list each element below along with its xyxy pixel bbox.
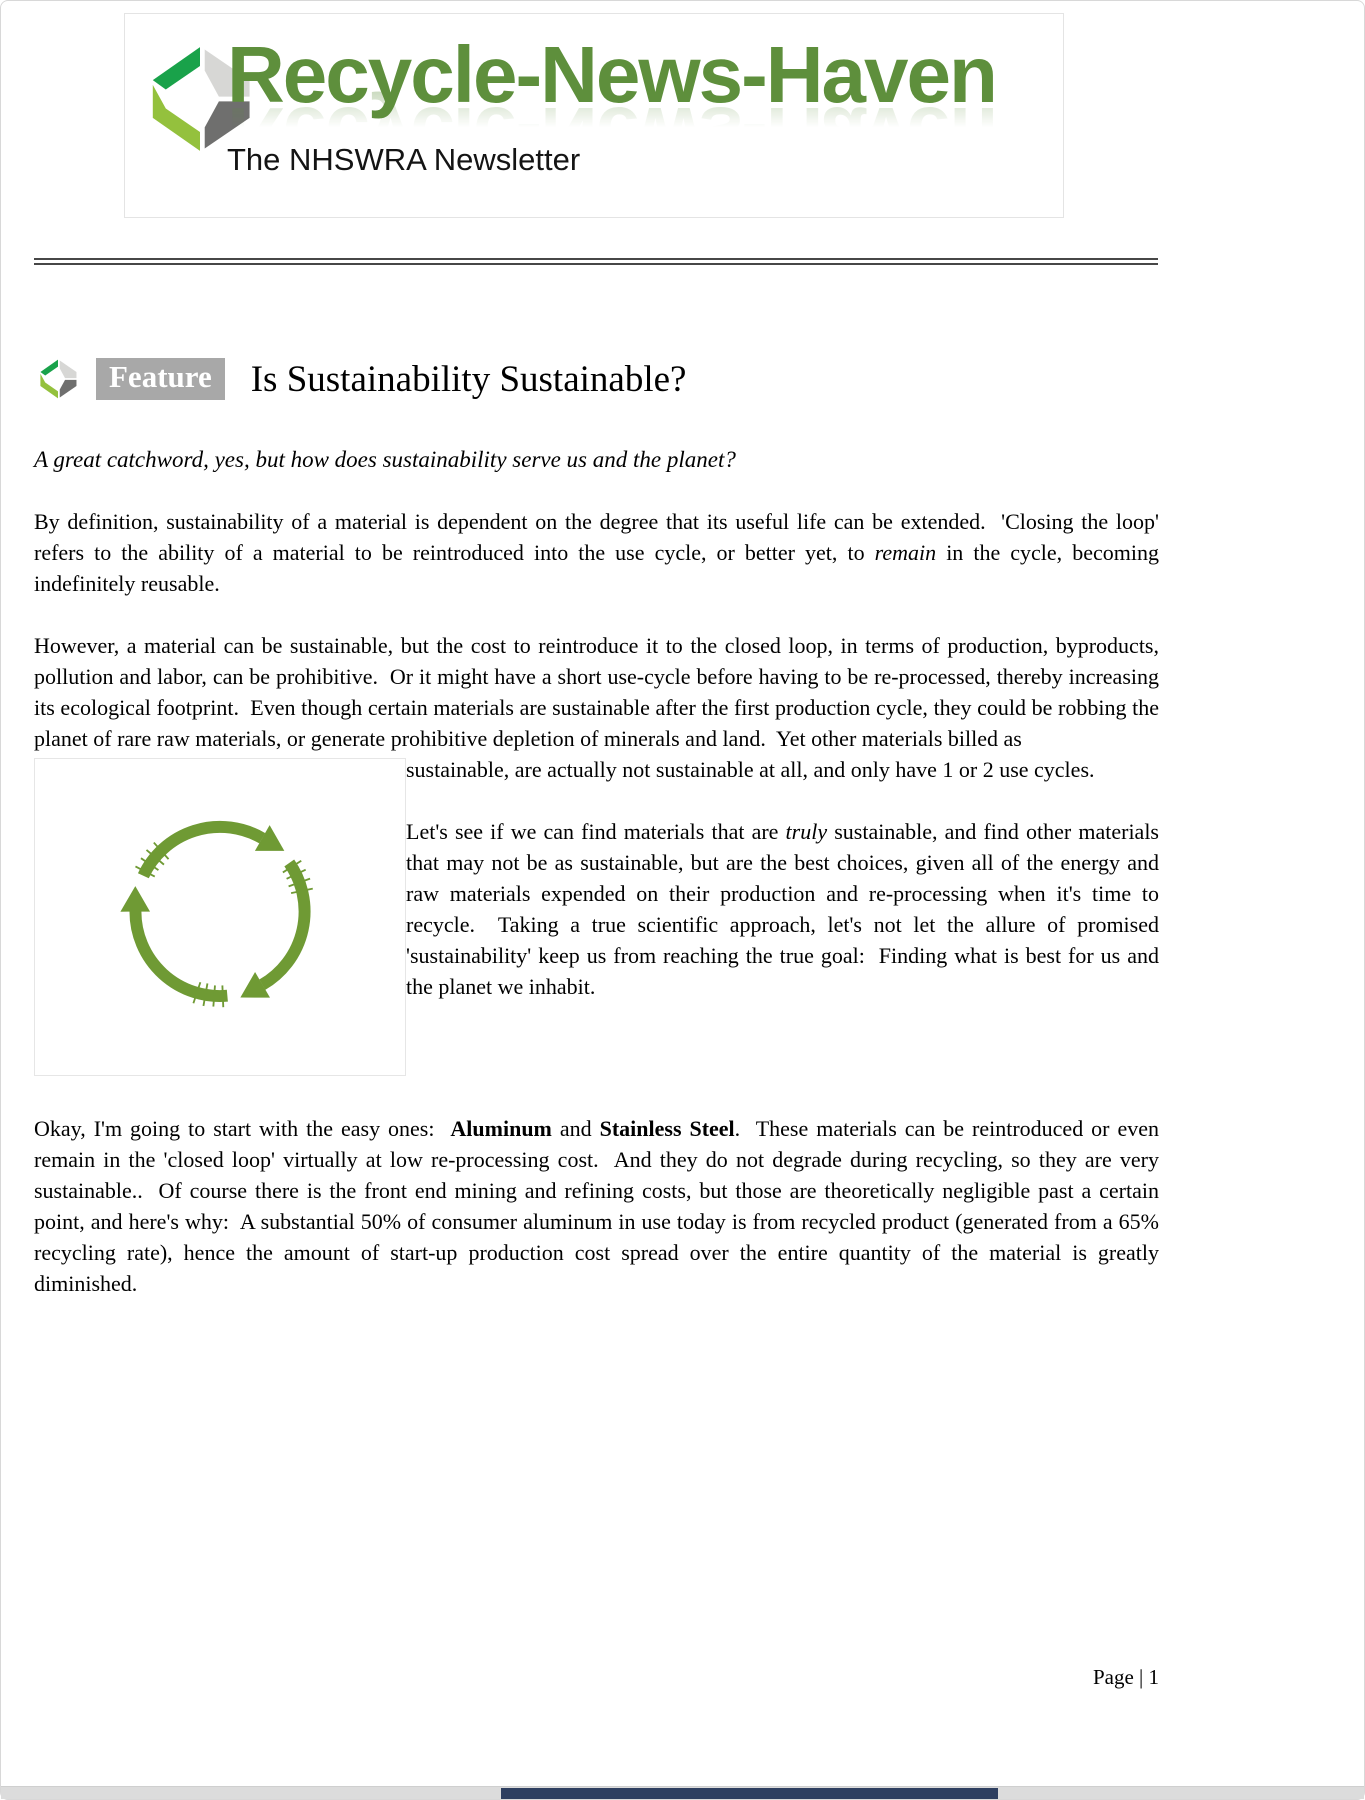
- double-line-divider: [34, 258, 1158, 265]
- paragraph-lets-see: Let's see if we can find materials that are truly sustainable, and find other materials that may not be as sustainable, but are the best choices, given all of the energy and raw materials expended on their production and re-processing when it's time to recycle. Taking a true scientific approach, let's not let the allure of promised 'sustainability' keep us from reaching the true goal: Finding what is best for us and the planet we inhabit.: [406, 819, 1165, 999]
- figure-wrap-section: [34, 754, 1165, 1082]
- article-lede: A great catchword, yes, but how does sustainability serve us and the planet?: [34, 447, 736, 472]
- page-number: Page | 1: [1092, 1665, 1159, 1689]
- article-title: Is Sustainability Sustainable?: [250, 358, 687, 400]
- feature-logo-icon: [34, 357, 82, 401]
- bottom-scrollbar-track[interactable]: [1, 1786, 1364, 1799]
- paragraph-however-wrapped: sustainable, are actually not sustainable at all, and only have 1 or 2 use cycles.: [406, 757, 1095, 782]
- brand-tagline: The NHSWRA Newsletter: [227, 142, 581, 177]
- paragraph-however-full: However, a material can be sustainable, but the cost to reintroduce it to the closed loop, in terms of production, byproducts, pollution and labor, can be prohibitive. Or it might have a short use-cycle before having to be re-processed, thereby increasing its ecological footprint. Even though certain materials are sustainable after the first production cycle, they could be robbing the planet of rare raw materials, or generate prohibitive depletion of minerals and land. Yet other materials billed as: [34, 633, 1165, 751]
- recycle-symbol-icon: [34, 758, 406, 1076]
- paragraph-definition: By definition, sustainability of a material is dependent on the degree that its useful life can be extended. 'Closing the loop' refers to the ability of a material to be reintroduced into the use cycle, or better yet, to remain in the cycle, becoming indefinitely reusable.: [34, 509, 1165, 596]
- feature-badge: Feature: [96, 358, 225, 399]
- paragraph-okay: Okay, I'm going to start with the easy ones: Aluminum and Stainless Steel. These materials can be reintroduced or even remain in the 'closed loop' virtually at low re-processing cost. And they do not degrade during recycling, so they are very sustainable.. Of course there is the front end mining and refining costs, but those are theoretically negligible past a certain point, and here's why: A substantial 50% of consumer aluminum in use today is from recycled product (generated from a 65% recycling rate), hence the amount of start-up production cost spread over the entire quantity of the material is greatly diminished.: [34, 1116, 1165, 1296]
- article-body: [34, 506, 1165, 1299]
- bottom-scrollbar-thumb[interactable]: [501, 1788, 998, 1799]
- feature-heading-row: [34, 357, 1159, 401]
- newsletter-header: [124, 13, 1064, 218]
- brand-title: Recycle-News-Haven: [227, 30, 996, 119]
